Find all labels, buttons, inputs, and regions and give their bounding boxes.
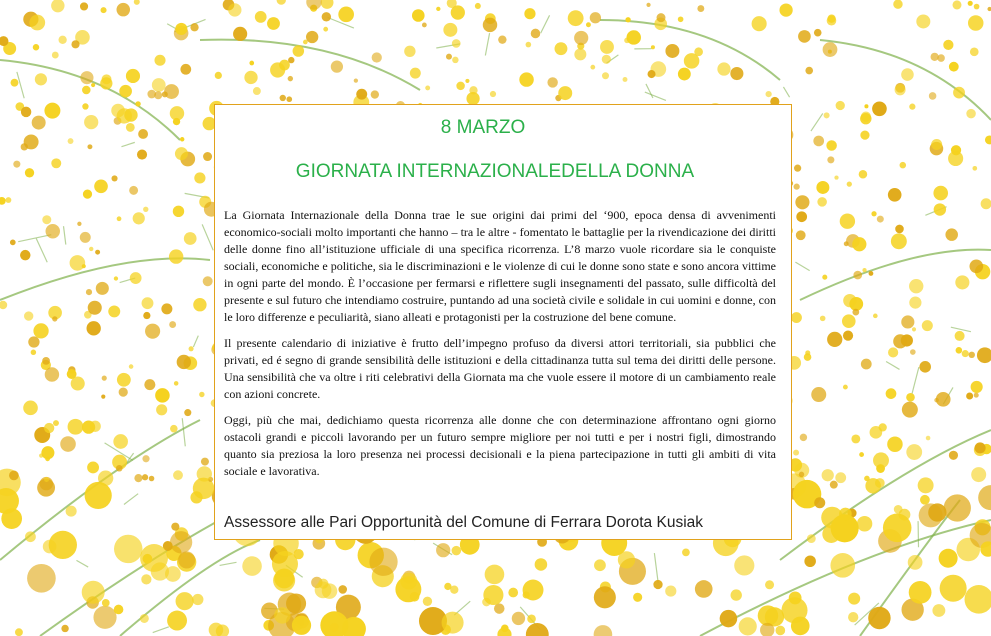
signature: Assessore alle Pari Opportunità del Comune di Ferrara Dorota Kusiak	[224, 514, 704, 531]
paragraph-1: La Giornata Internazionale della Donna trae le sue origini dai primi del ‘900, epoca densa di avvenimenti economico-sociali molto importanti che hanno – tra le altre - fomentato le battaglie per la rivendicazione dei diritti delle donne fino all’istituzione ufficiale di una specifica ricorrenza. L’8 marzo vuole ricordare sia le conquiste sociali, economiche e politiche, sia le discriminazioni e le violenze di cui le donne sono state e sono ancora vittime in ogni parte del mondo. È l’occasione per fermarsi e riflettere sugli insegnamenti del passato, sulle difficoltà del presente e sul futuro che intendiamo costruire, puntando ad una società civile e solidale in cui uomini e donne, con le loro differenze e peculiarità, siano alleati e protagonisti per la costruzione del bene comune.	[224, 208, 776, 324]
paragraph-3: Oggi, più che mai, dedichiamo questa ricorrenza alle donne che con determinazione affrontano ogni giorno ostacoli grandi e piccoli lavorando per un futuro sempre migliore per noi tutti e per i nostri figli, dimostrando quanto sia preziosa la loro presenza nei processi decisionali e la piena partecipazione in tutti gli ambiti di vita sociale e lavorativa.	[224, 413, 776, 478]
text-panel	[214, 104, 792, 540]
body-text	[224, 207, 776, 489]
paragraph-2: Il presente calendario di iniziative è frutto dell’impegno profuso da diversi attori territoriali, sia pubblici che privati, ed é segno di grande sensibilità delle istituzioni e della cittadinanza tutta sul tema dei diritti delle persone. Una sensibilità che va oltre i riti celebrativi della Giornata ma che vuole essere il motore di un cambiamento reale con azioni concrete.	[224, 336, 776, 401]
page-subtitle: GIORNATA INTERNAZIONALEDELLA DONNA	[295, 161, 695, 182]
page-title: 8 MARZO	[440, 117, 526, 138]
